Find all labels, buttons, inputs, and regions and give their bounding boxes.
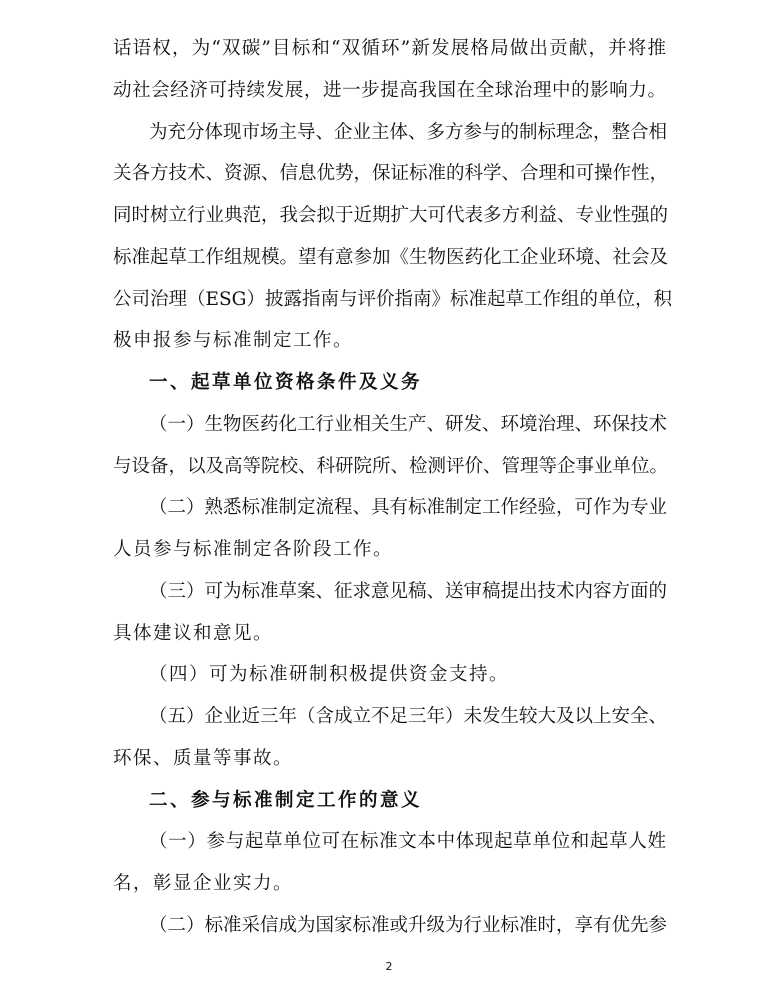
text-line: 极申报参与标准制定工作。 xyxy=(113,330,354,351)
text-line: （三）可为标准草案、征求意见稿、送审稿提出技术内容方面的 xyxy=(149,581,668,602)
text-line: 话语权，为“双碳”目标和“双循环”新发展格局做出贡献，并将推 xyxy=(113,38,666,59)
text-line: 名，彰显企业实力。 xyxy=(113,873,294,894)
text-line: 人员参与标准制定各阶段工作。 xyxy=(113,539,394,560)
section-heading: 一、起草单位资格条件及义务 xyxy=(149,372,423,393)
text-line: （二）标准采信成为国家标准或升级为行业标准时，享有优先参 xyxy=(149,915,668,936)
text-line: 同时树立行业典范，我会拟于近期扩大可代表多方利益、专业性强的 xyxy=(113,205,669,226)
text-line: 具体建议和意见。 xyxy=(113,623,274,644)
section-heading: 二、参与标准制定工作的意义 xyxy=(149,790,423,811)
page-number: 2 xyxy=(385,960,393,973)
text-line: 与设备，以及高等院校、科研院所、检测评价、管理等企事业单位。 xyxy=(113,456,669,477)
text-line: （一）生物医药化工行业相关生产、研发、环境治理、环保技术 xyxy=(149,414,668,435)
text-line: （二）熟悉标准制定流程、具有标准制定工作经验，可作为专业 xyxy=(149,497,668,518)
text-line: （一）参与起草单位可在标准文本中体现起草单位和起草人姓 xyxy=(149,831,666,852)
text-line: 动社会经济可持续发展，进一步提高我国在全球治理中的影响力。 xyxy=(113,80,666,101)
text-line: （四）可为标准研制积极提供资金支持。 xyxy=(149,664,510,685)
text-line: 为充分体现市场主导、企业主体、多方参与的制标理念，整合相 xyxy=(149,122,668,143)
text-line: （五）企业近三年（含成立不足三年）未发生较大及以上安全、 xyxy=(149,706,668,727)
text-line: 环保、质量等事故。 xyxy=(113,748,294,769)
text-line: 关各方技术、资源、信息优势，保证标准的科学、合理和可操作性， xyxy=(113,163,669,184)
text-line: 标准起草工作组规模。望有意参加《生物医药化工企业环境、社会及 xyxy=(113,247,669,268)
text-line: 公司治理（ESG）披露指南与评价指南》标准起草工作组的单位，积 xyxy=(113,289,672,310)
